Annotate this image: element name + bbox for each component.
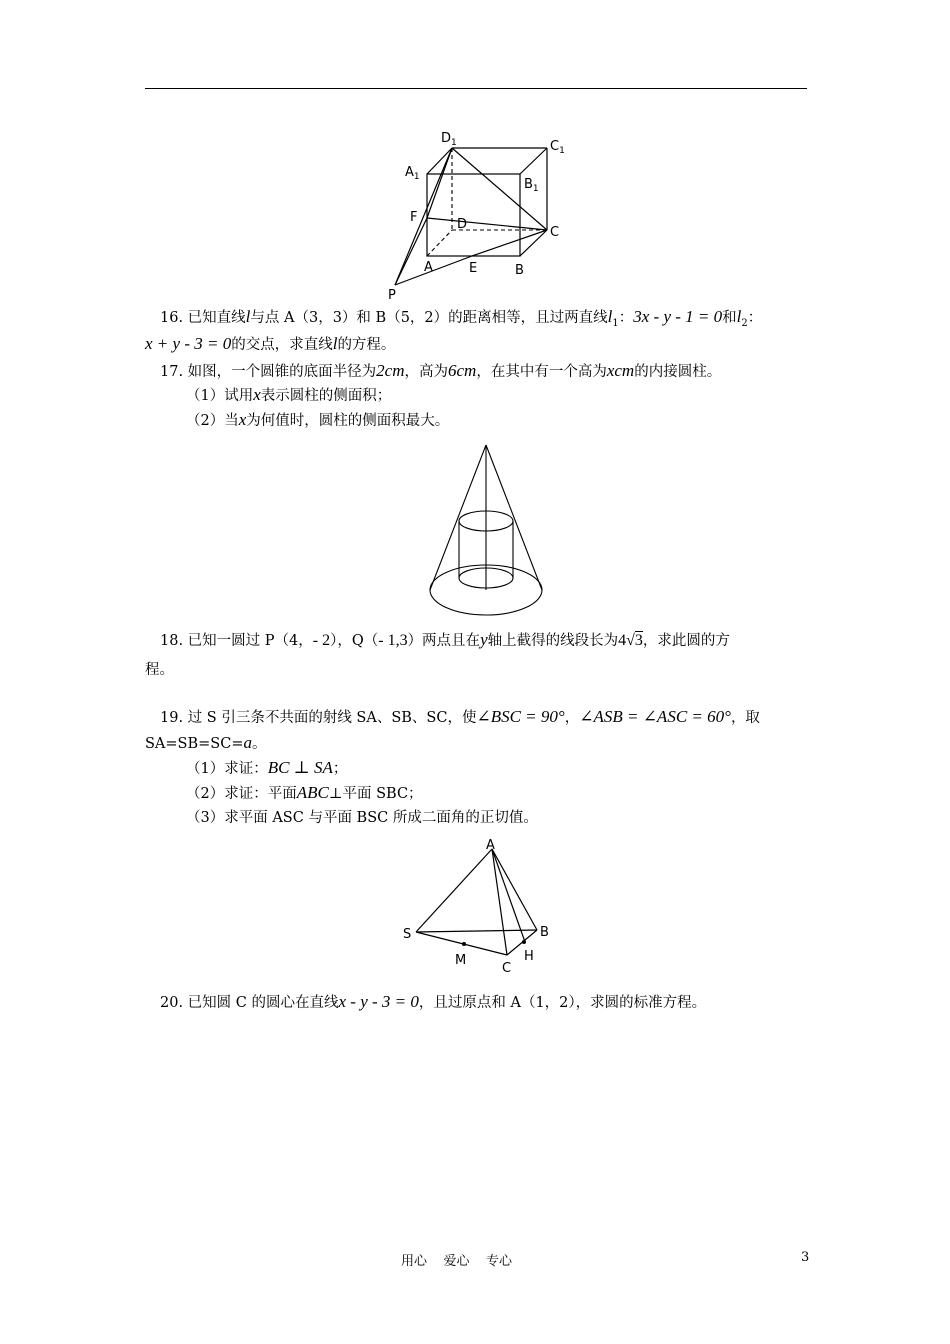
page-number: 3	[801, 1250, 810, 1265]
pyramid-figure	[398, 835, 558, 980]
cube-label-b: B	[515, 263, 524, 278]
q19-line-1: 19. 过 S 引三条不共面的射线 SA、SB、SC，使∠BSC = 90°，∠ASB = ∠ASC = 60°，取	[160, 707, 760, 726]
point-h	[522, 940, 526, 944]
q17-part-1: （1）试用x表示圆柱的侧面积；	[186, 385, 392, 404]
pyramid-label-h: H	[524, 949, 534, 964]
pyramid-label-c: C	[502, 961, 512, 976]
q19-part-3: （3）求平面 ASC 与平面 BSC 所成二面角的正切值。	[186, 810, 538, 826]
cube-label-p: P	[388, 288, 396, 303]
q19-line-2: SA=SB=SC=a。	[145, 733, 267, 752]
cube-label-c1: $C_1$	[550, 139, 565, 156]
cube-label-b1: $B_1$	[524, 177, 539, 194]
q17-part-2: （2）当x为何值时，圆柱的侧面积最大。	[186, 410, 450, 429]
cone-cylinder-figure	[425, 440, 550, 620]
q18-line-1: 18. 已知一圆过 P（4，- 2），Q（- 1,3）两点且在y轴上截得的线段长为4√3，求此圆的方	[160, 630, 730, 649]
cube-label-c: C	[550, 225, 560, 240]
q16-line-2: x + y - 3 = 0的交点，求直线l的方程。	[145, 334, 396, 353]
header-rule	[145, 88, 807, 89]
pyramid-label-b: B	[540, 925, 549, 940]
pyramid-label-a: A	[486, 838, 495, 853]
q18-line-2: 程。	[145, 662, 174, 678]
point-m	[462, 942, 466, 946]
pyramid-label-m: M	[455, 953, 467, 968]
q19-part-2: （2）求证：平面ABC⊥平面 SBC；	[186, 783, 423, 802]
cube-label-a1: $A_1$	[405, 165, 420, 182]
q19-part-1: （1）求证：BC ⊥ SA；	[186, 758, 348, 777]
cube-figure	[380, 125, 580, 305]
footer-motto: 用心 爱心 专心	[401, 1254, 513, 1269]
q17-line-1: 17. 如图，一个圆锥的底面半径为2cm，高为6cm，在其中有一个高为xcm的内接圆柱。	[160, 361, 722, 380]
q16-line-1: 16. 已知直线l与点 A（3，3）和 B（5，2）的距离相等，且过两直线$l_1$：3x - y - 1 = 0和$l_2$：	[160, 307, 763, 329]
cube-label-f: F	[410, 210, 418, 225]
cube-label-d1: $D_1$	[441, 131, 457, 148]
cube-label-a: A	[424, 260, 433, 275]
pyramid-label-s: S	[403, 927, 412, 942]
cube-label-d: D	[457, 217, 468, 232]
q20-line-1: 20. 已知圆 C 的圆心在直线x - y - 3 = 0，且过原点和 A（1，2），求圆的标准方程。	[160, 992, 707, 1011]
sqrt-symbol: √	[626, 632, 635, 649]
cube-label-e: E	[469, 261, 478, 276]
